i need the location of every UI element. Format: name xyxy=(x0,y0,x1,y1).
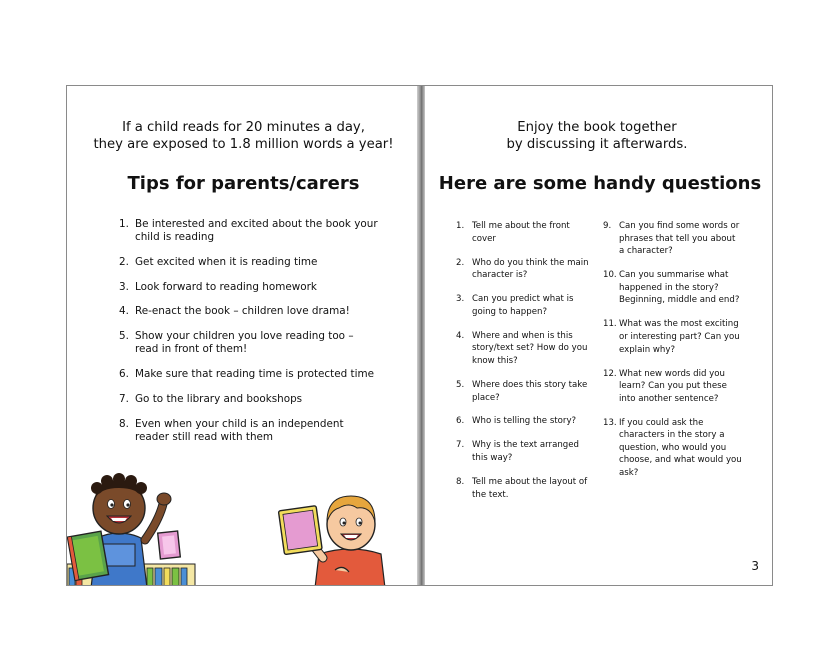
item-text: Get excited when it is reading time xyxy=(135,255,318,268)
list-item xyxy=(456,330,592,368)
item-text: Go to the library and bookshops xyxy=(135,392,303,405)
list-item xyxy=(456,415,592,428)
boy-reading-illustration xyxy=(67,468,197,585)
tips-list xyxy=(119,218,379,455)
item-text: Why is the text arranged this way? xyxy=(472,440,579,464)
left-intro-line1: If a child reads for 20 minutes a day, xyxy=(122,120,365,135)
item-text: Where and when is this story/text set? How do you know this? xyxy=(472,330,588,366)
left-intro-line2: they are exposed to 1.8 million words a year! xyxy=(93,137,394,152)
item-text: Where does this story take place? xyxy=(472,379,588,403)
list-item xyxy=(603,417,743,480)
list-item xyxy=(456,220,592,245)
item-number: 7. xyxy=(119,392,129,405)
item-number: 11. xyxy=(603,319,617,330)
item-text: Even when your child is an independent reader still read with them xyxy=(135,417,344,443)
list-item xyxy=(119,368,379,381)
list-item xyxy=(119,418,379,444)
right-intro-line2: by discussing it afterwards. xyxy=(506,137,688,152)
item-text: If you could ask the characters in the story a question, who would you choose, and what would you ask? xyxy=(619,417,742,479)
list-item xyxy=(456,379,592,404)
list-item xyxy=(603,220,743,258)
item-text: Re-enact the book – children love drama! xyxy=(135,305,350,318)
right-intro xyxy=(432,119,762,153)
item-number: 6. xyxy=(119,367,129,380)
list-item xyxy=(119,393,379,406)
item-number: 10. xyxy=(603,270,617,281)
item-text: Who do you think the main character is? xyxy=(472,257,589,281)
left-page xyxy=(67,86,420,585)
list-item xyxy=(603,368,743,406)
tips-heading: Tips for parents/carers xyxy=(127,173,360,194)
item-number: 7. xyxy=(456,440,465,451)
item-number: 2. xyxy=(119,255,129,268)
right-page xyxy=(422,86,772,585)
item-text: Be interested and excited about the book your child is reading xyxy=(135,218,378,243)
item-number: 1. xyxy=(119,218,129,230)
item-number: 3. xyxy=(456,294,465,305)
item-number: 5. xyxy=(119,330,129,343)
item-number: 8. xyxy=(456,477,465,488)
item-number: 6. xyxy=(456,416,465,427)
questions-list-col1 xyxy=(456,220,592,513)
item-text: Can you summarise what happened in the story? Beginning, middle and end? xyxy=(619,270,740,306)
item-number: 9. xyxy=(603,221,612,231)
girl-reading-illustration xyxy=(273,488,393,585)
questions-list-col2 xyxy=(603,220,743,491)
booklet-spread xyxy=(66,85,773,586)
list-item xyxy=(456,439,592,464)
item-text: What new words did you learn? Can you put these into another sentence? xyxy=(619,368,727,404)
left-intro xyxy=(77,119,410,153)
list-item xyxy=(119,330,379,356)
list-item xyxy=(119,305,379,318)
item-number: 5. xyxy=(456,379,465,390)
item-text: What was the most exciting or interesting part? Can you explain why? xyxy=(619,319,740,355)
item-text: Can you predict what is going to happen? xyxy=(472,294,574,317)
questions-heading: Here are some handy questions xyxy=(438,173,762,194)
list-item xyxy=(119,281,379,294)
item-number: 2. xyxy=(456,257,465,268)
item-text: Look forward to reading homework xyxy=(135,280,317,293)
item-number: 1. xyxy=(456,221,465,231)
right-intro-line1: Enjoy the book together xyxy=(517,120,677,135)
item-number: 3. xyxy=(119,280,129,293)
list-item xyxy=(456,257,592,282)
item-text: Tell me about the front cover xyxy=(472,221,570,244)
list-item xyxy=(603,269,743,307)
list-item xyxy=(456,476,592,501)
item-number: 4. xyxy=(456,330,465,341)
page-number: 3 xyxy=(751,559,759,573)
item-text: Who is telling the story? xyxy=(472,416,577,427)
list-item xyxy=(119,218,379,244)
list-item xyxy=(603,318,743,356)
item-number: 13. xyxy=(603,417,617,428)
item-text: Tell me about the layout of the text. xyxy=(472,477,588,500)
item-number: 8. xyxy=(119,417,129,430)
item-number: 4. xyxy=(119,305,129,318)
list-item xyxy=(456,293,592,318)
item-text: Make sure that reading time is protected time xyxy=(135,367,374,380)
item-text: Can you find some words or phrases that tell you about a character? xyxy=(619,221,740,257)
list-item xyxy=(119,256,379,269)
item-number: 12. xyxy=(603,368,617,379)
item-text: Show your children you love reading too – read in front of them! xyxy=(135,330,354,356)
